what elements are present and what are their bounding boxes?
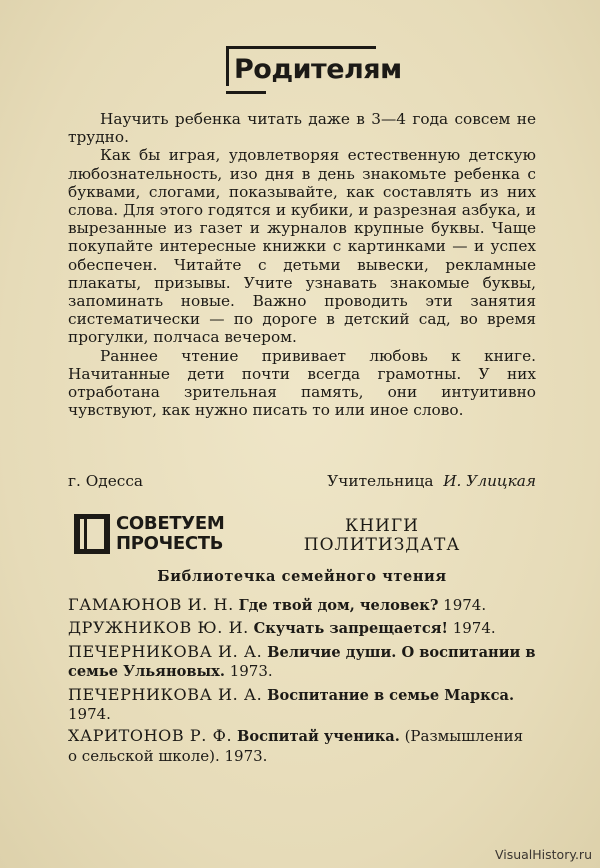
book-title: Воспитай ученика. — [237, 728, 400, 746]
article-body — [68, 110, 536, 419]
book-details: (Размышления о сельской школе). 1973. — [68, 727, 524, 765]
book-icon — [72, 512, 112, 556]
book-entry — [68, 619, 536, 638]
book-entry — [68, 596, 536, 615]
badge-line-2: ПРОЧЕСТЬ — [116, 533, 224, 554]
article-paragraph-3: Раннее чтение прививает любовь к книге. Начитанные дети почти всегда грамотны. У них отработана зрительная память, они интуитивно чувствуют, как нужно писать то или иное слово. — [68, 346, 536, 420]
book-entry — [68, 727, 536, 765]
book-entry — [68, 686, 536, 724]
book-details: 1974. — [68, 705, 111, 724]
book-title: Воспитание в семье Маркса. — [267, 686, 515, 704]
signature-name: И. Улицкая — [443, 472, 536, 490]
signature-role: Учительница — [327, 472, 434, 490]
books-title-line-1: КНИГИ — [345, 516, 419, 536]
book-author: ХАРИТОНОВ Р. Ф. — [68, 726, 233, 746]
book-author: ГАМАЮНОВ И. Н. — [68, 595, 234, 614]
book-details: 1974. — [443, 596, 487, 614]
series-title: Библиотечка семейного чтения — [157, 568, 447, 585]
recommend-badge — [72, 512, 272, 558]
book-author: ДРУЖНИКОВ Ю. И. — [68, 618, 249, 638]
section-heading: Родителям — [234, 54, 402, 85]
signature-city: г. Одесса — [68, 472, 144, 490]
book-title: Где твой дом, человек? — [238, 597, 439, 614]
article-paragraph-1: Научить ребенка читать даже в 3—4 года совсем не трудно. — [68, 110, 536, 147]
watermark: VisualHistory.ru — [494, 847, 592, 862]
book-title: Скучать запрещается! — [253, 620, 448, 638]
article-paragraph-2: Как бы играя, удовлетворяя естественную детскую любознательность, изо дня в день знакомьте ребенка с буквами, слогами, показывайте, как составлять из них слова. Для этого годятся и кубики, и разрезная азбука, и вырезанные из газет и журналов крупные буквы. Чаще покупайте интересные книжки с картинками — и успех обеспечен. Читайте с детьми вывески, рекламные плакаты, призывы. Учите узнавать знакомые буквы, запоминать новые. Важно проводить эти занятия систематически — по дороге в детский сад, во время прогулки, полчаса вечером. — [68, 146, 536, 347]
book-author: ПЕЧЕРНИКОВА И. А. — [68, 641, 263, 661]
books-title-line-2: ПОЛИТИЗДАТА — [303, 535, 461, 555]
badge-line-1: СОВЕТУЕМ — [116, 513, 225, 534]
book-title: Величие души. О воспитании в семье Ульяновых. — [68, 643, 536, 681]
badge-text — [116, 514, 225, 554]
book-entry — [68, 643, 536, 682]
book-details: 1974. — [452, 619, 496, 638]
book-details: 1973. — [229, 662, 273, 681]
book-list — [68, 596, 536, 769]
books-title — [292, 517, 472, 555]
signature-author — [327, 472, 536, 490]
book-author: ПЕЧЕРНИКОВА И. А. — [68, 684, 263, 704]
